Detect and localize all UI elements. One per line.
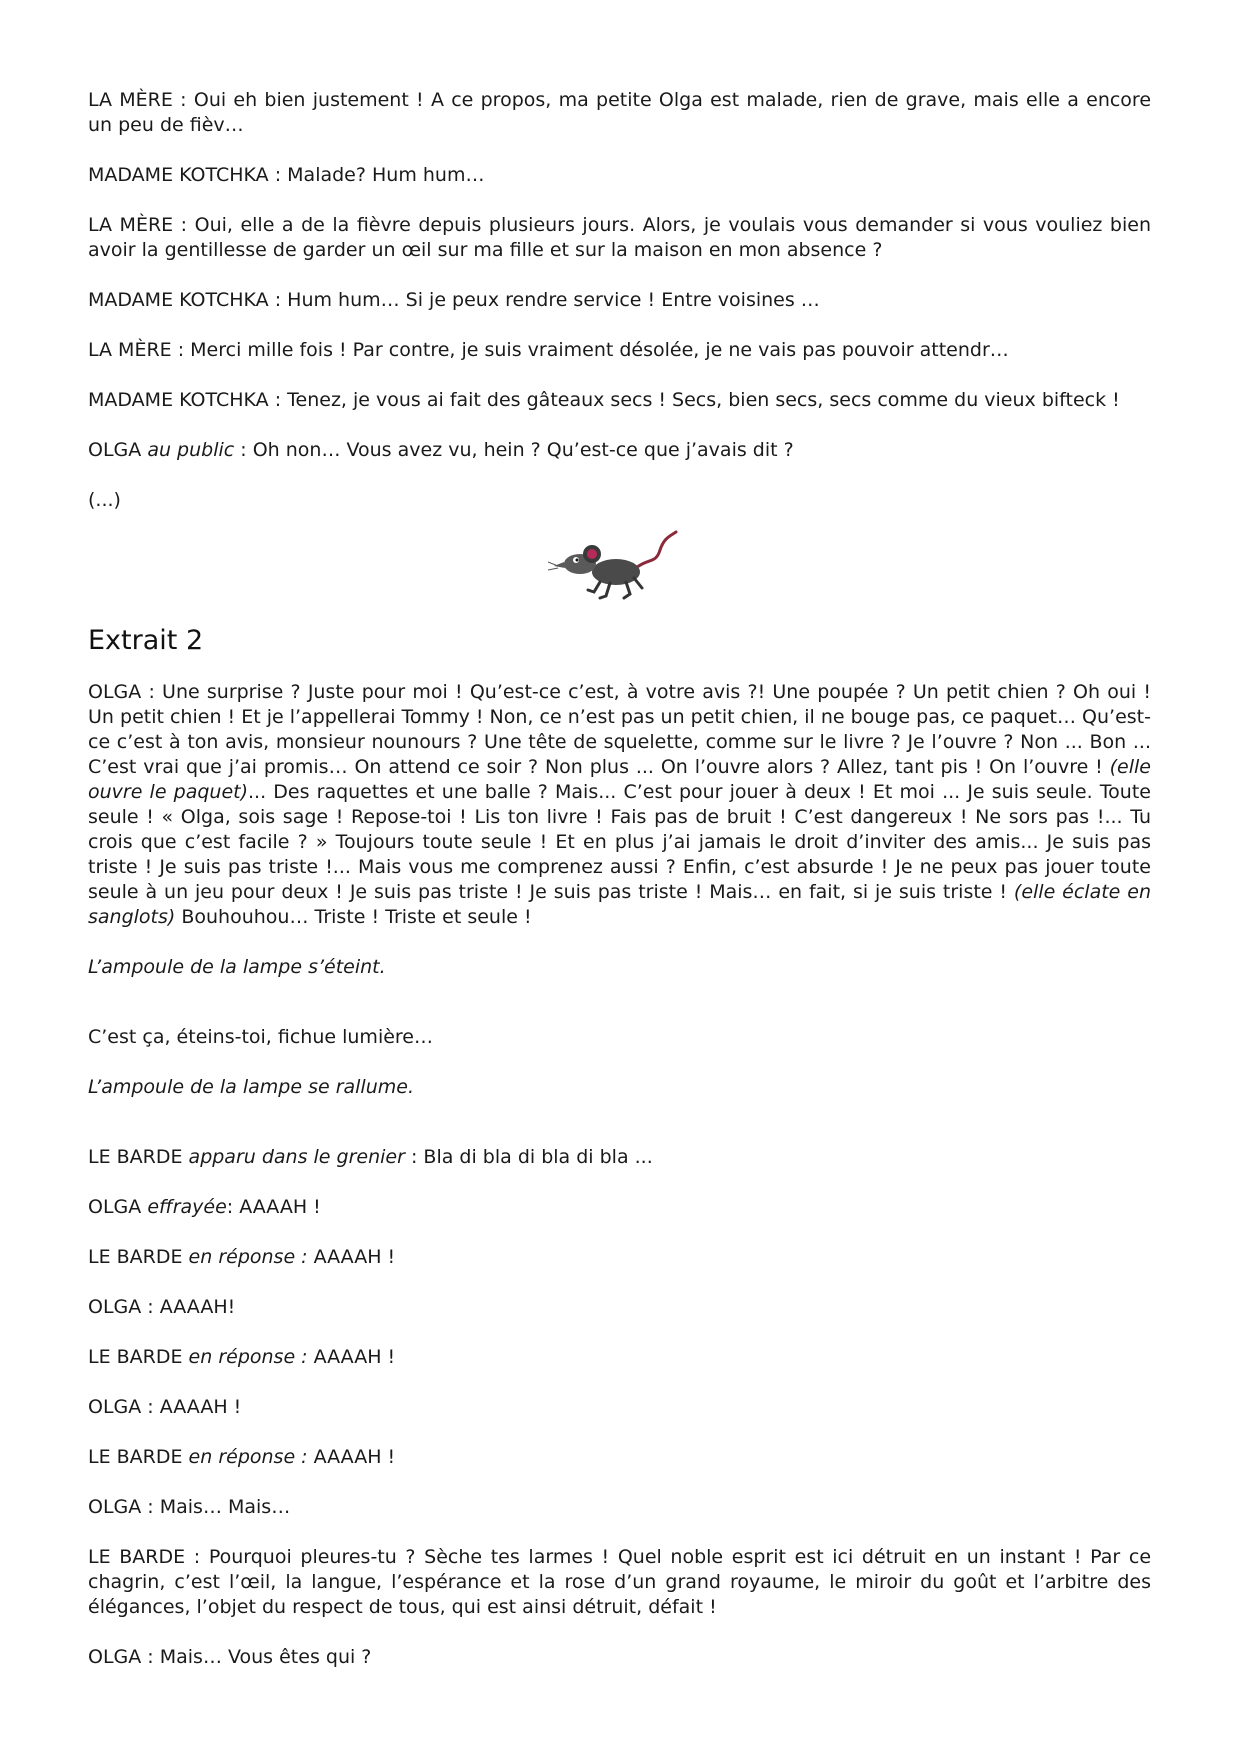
line-text: Hum hum… Si je peux rendre service ! Entre voisines … xyxy=(287,289,820,311)
dialogue-line: LE BARDE apparu dans le grenier : Bla di bla di bla di bla ... xyxy=(88,1146,653,1168)
speaker: LA MÈRE xyxy=(88,339,172,361)
line-text: Oh non… Vous avez vu, hein ? Qu’est-ce que j’avais dit ? xyxy=(252,439,794,461)
stage-direction: en réponse : xyxy=(188,1446,308,1468)
line-text: Oui eh bien justement ! A ce propos, ma petite Olga est malade, rien de grave, mais elle a encore un peu de fièv… xyxy=(88,89,1152,136)
dialogue-line: LA MÈRE : Oui, elle a de la fièvre depuis plusieurs jours. Alors, je voulais vous demander si vous vouliez bien avoir la gentillesse de garder un œil sur ma fille et sur la maison en mon absence ? xyxy=(88,214,1151,261)
line-text: Une surprise ? Juste pour moi ! Qu’est-ce c’est, à votre avis ?! Une poupée ? Un petit chien ? Oh oui ! Un petit chien ! Et je l’appellerai Tommy ! Non, ce n’est pas un petit chien, il ne bouge pas, ce paquet… Qu’est-ce c’est à ton avis, monsieur nounours ? Une tête de squelette, comme sur le livre ? Je l’ouvre ? Non ... Bon ... C’est vrai que j’ai promis… On attend ce soir ? Non plus ... On l’ouvre alors ? Allez, tant pis ! On l’ouvre ! xyxy=(88,681,1151,778)
dialogue-line: LA MÈRE : Oui eh bien justement ! A ce propos, ma petite Olga est malade, rien de grave, mais elle a encore un peu de fièv… xyxy=(88,89,1152,136)
dialogue-line: OLGA : Mais… Mais… xyxy=(88,1496,291,1518)
spacer xyxy=(88,1125,1151,1145)
line-text: Bouhouhou… Triste ! Triste et seule ! xyxy=(181,906,532,928)
stage-direction-text: L’ampoule de la lampe se rallume. xyxy=(88,1076,414,1098)
speaker: LE BARDE xyxy=(88,1246,183,1268)
dialogue-line: OLGA : Une surprise ? Juste pour moi ! Qu’est-ce c’est, à votre avis ?! Une poupée ? Un petit chien ? Oh oui ! Un petit chien ! Et je l’appellerai Tommy ! Non, ce n’est pas un petit chien, il ne bouge pas, ce paquet… Qu’est-ce c’est à ton avis, monsieur nounours ? Une tête de squelette, comme sur le livre ? Je l’ouvre ? Non ... Bon ... C’est vrai que j’ai promis… On attend ce soir ? Non plus ... On l’ouvre alors ? Allez, tant pis ! On l’ouvre ! (elle ouvre le paquet)... Des raquettes et une balle ? Mais... C’est pour jouer à deux ! Et moi ... Je suis seule. Toute seule ! « Olga, sois sage ! Repose-toi ! Lis ton livre ! Fais pas de bruit ! C’est dangereux ! Ne sors pas !... Tu crois que c’est facile ? » Toujours toute seule ! Et en plus j’ai jamais le droit d’inviter des amis... Je suis pas triste ! Je suis pas triste !... Mais vous me comprenez aussi ? Enfin, c’est absurde ! Je ne peux pas jouer toute seule à un jeu pour deux ! Je suis pas triste ! Je suis pas triste ! Mais… en fait, si je suis triste ! (elle éclate en sanglots) Bouhouhou… Triste ! Triste et seule ! xyxy=(88,681,1151,928)
line-text: AAAAH ! xyxy=(239,1196,321,1218)
dialogue-line: MADAME KOTCHKA : Hum hum… Si je peux rendre service ! Entre voisines … xyxy=(88,289,820,311)
line-text: AAAAH ! xyxy=(313,1246,396,1268)
line-text: AAAAH ! xyxy=(313,1446,396,1468)
dialogue-line: LA MÈRE : Merci mille fois ! Par contre, je suis vraiment désolée, je ne vais pas pouvoir attendr… xyxy=(88,339,1009,361)
stage-direction: en réponse : xyxy=(188,1346,308,1368)
line-text: Merci mille fois ! Par contre, je suis vraiment désolée, je ne vais pas pouvoir attendr… xyxy=(190,339,1009,361)
stage-direction: (elle éclate en sanglots) xyxy=(88,881,1151,928)
stage-direction: effrayée xyxy=(147,1196,227,1218)
dialogue-line: OLGA : AAAAH! xyxy=(88,1296,236,1318)
speaker: MADAME KOTCHKA xyxy=(88,289,269,311)
speaker: LA MÈRE xyxy=(88,89,173,111)
dialogue-line: OLGA au public : Oh non… Vous avez vu, hein ? Qu’est-ce que j’avais dit ? xyxy=(88,439,794,461)
spacer xyxy=(88,1005,1151,1025)
line-text: ... Des raquettes et une balle ? Mais... C’est pour jouer à deux ! Et moi ... Je suis seule. Toute seule ! « Olga, sois sage ! Repose-toi ! Lis ton livre ! Fais pas de bruit ! C’est dangereux ! Ne sors pas !... Tu crois que c’est facile ? » Toujours toute seule ! Et en plus j’ai jamais le droit d’inviter des amis... Je suis pas triste ! Je suis pas triste !... Mais vous me comprenez aussi ? Enfin, c’est absurde ! Je ne peux pas jouer toute seule à un jeu pour deux ! Je suis pas triste ! Je suis pas triste ! Mais… en fait, si je suis triste ! xyxy=(88,781,1151,903)
stage-direction-text: L’ampoule de la lampe s’éteint. xyxy=(88,956,386,978)
speaker: LE BARDE xyxy=(88,1546,186,1568)
speaker: LE BARDE xyxy=(88,1446,183,1468)
stage-direction: en réponse : xyxy=(188,1246,308,1268)
speaker: OLGA xyxy=(88,1196,142,1218)
dialogue-line: LE BARDE : Pourquoi pleures-tu ? Sèche tes larmes ! Quel noble esprit est ici détruit en un instant ! Par ce chagrin, c’est l’œil, la langue, l’espérance et la rose d’un grand royaume, le miroir du goût et l’arbitre des élégances, l’objet du respect de tous, qui est ainsi détruit, défait ! xyxy=(88,1546,1152,1618)
stage-direction xyxy=(88,955,1151,980)
dialogue-line xyxy=(88,1445,1151,1470)
speaker: LE BARDE xyxy=(88,1146,183,1168)
mouse-illustration xyxy=(548,528,688,608)
speaker: LA MÈRE xyxy=(88,214,174,236)
line-text: Pourquoi pleures-tu ? Sèche tes larmes ! Quel noble esprit est ici détruit en un instant ! Par ce chagrin, c’est l’œil, la langue, l’espérance et la rose d’un grand royaume, le miroir du goût et l’arbitre des élégances, l’objet du respect de tous, qui est ainsi détruit, défait ! xyxy=(88,1546,1152,1618)
speaker: MADAME KOTCHKA xyxy=(88,389,269,411)
line-text: Tenez, je vous ai fait des gâteaux secs ! Secs, bien secs, secs comme du vieux bifteck ! xyxy=(287,389,1120,411)
dialogue-line: MADAME KOTCHKA : Malade? Hum hum… xyxy=(88,164,485,186)
stage-direction xyxy=(88,1075,1151,1100)
ellipsis: (...) xyxy=(88,489,121,511)
dialogue-line: OLGA : AAAAH ! xyxy=(88,1396,242,1418)
dialogue-line: MADAME KOTCHKA : Tenez, je vous ai fait des gâteaux secs ! Secs, bien secs, secs comme du vieux bifteck ! xyxy=(88,389,1120,411)
line-text: Malade? Hum hum… xyxy=(287,164,485,186)
stage-direction: au public xyxy=(147,439,235,461)
speaker: MADAME KOTCHKA xyxy=(88,164,269,186)
dialogue-line xyxy=(88,1345,1151,1370)
speaker: LE BARDE xyxy=(88,1346,183,1368)
document-page xyxy=(88,88,1151,1695)
speaker: OLGA xyxy=(88,439,142,461)
dialogue-line: OLGA effrayée: AAAAH ! xyxy=(88,1196,321,1218)
speaker: OLGA xyxy=(88,681,142,703)
section-heading: Extrait 2 xyxy=(88,625,204,656)
line-text: Oui, elle a de la fièvre depuis plusieurs jours. Alors, je voulais vous demander si vous vouliez bien avoir la gentillesse de garder un œil sur ma fille et sur la maison en mon absence ? xyxy=(88,214,1151,261)
stage-direction: apparu dans le grenier xyxy=(188,1146,405,1168)
illustration-row xyxy=(88,528,1151,612)
stage-direction: (elle ouvre le paquet) xyxy=(88,756,1151,803)
dialogue-line: OLGA : Mais… Vous êtes qui ? xyxy=(88,1646,372,1668)
dialogue-line: C’est ça, éteins-toi, fichue lumière… xyxy=(88,1026,433,1048)
line-text: Bla di bla di bla di bla ... xyxy=(423,1146,653,1168)
dialogue-line xyxy=(88,1245,1151,1270)
line-text: AAAAH ! xyxy=(313,1346,396,1368)
